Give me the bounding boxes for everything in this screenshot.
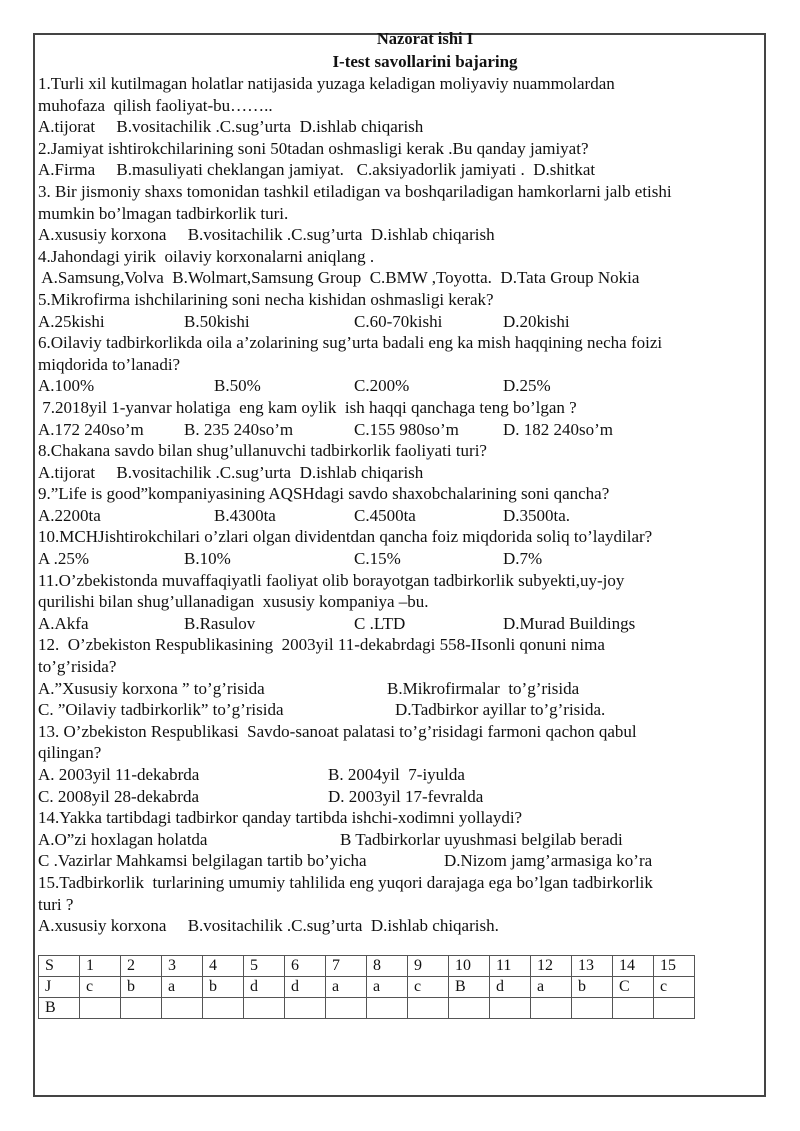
answer-option: D.Murad Buildings (503, 613, 636, 633)
answer-table-cell: c (408, 977, 449, 998)
answer-table-cell: B (449, 977, 490, 998)
answer-table-cell: b (572, 977, 613, 998)
answer-table-cell: 9 (408, 956, 449, 977)
answer-table-cell (244, 998, 285, 1019)
question-text: 4.Jahondagi yirik oilaviy korxonalarni aniqlang . (38, 246, 375, 266)
answer-option: B.Mikrofirmalar to’g’risida (387, 678, 580, 698)
answer-option: D.25% (503, 376, 551, 396)
answer-table-cell: C (613, 977, 654, 998)
question-text: 5.Mikrofirma ishchilarining soni necha kishidan oshmasligi kerak? (38, 289, 494, 309)
document-title: Nazorat ishi I (376, 29, 474, 48)
answer-table-cell (203, 998, 244, 1019)
answer-table-cell: 7 (326, 956, 367, 977)
answer-options (38, 311, 760, 333)
answer-table-cell: c (654, 977, 695, 998)
question-text: turi ? (38, 894, 74, 914)
question-text: qilingan? (38, 743, 102, 763)
question-text: 12. O’zbekiston Respublikasining 2003yil 11-dekabrdagi 558-IIsonli qonuni nima (38, 635, 605, 655)
answer-table-cell: 12 (531, 956, 572, 977)
answer-table-cell: 2 (121, 956, 162, 977)
question-item (38, 332, 760, 397)
answer-options (38, 419, 760, 441)
question-text: 14.Yakka tartibdagi tadbirkor qanday tartibda ishchi-xodimni yollaydi? (38, 808, 523, 828)
question-item (38, 483, 760, 526)
answer-option: D.Tadbirkor ayillar to’g’risida. (395, 700, 606, 720)
answer-options: A.Samsung,Volva B.Wolmart,Samsung Group C.BMW ,Toyotta. D.Tata Group Nokia (38, 268, 640, 288)
answer-option: A .25% (38, 549, 89, 569)
answer-table-cell: a (367, 977, 408, 998)
answer-table-cell (285, 998, 326, 1019)
answer-option: A.100% (38, 376, 95, 396)
answer-table-cell: 11 (490, 956, 531, 977)
answer-table-cell: S (39, 956, 80, 977)
questions-list (38, 73, 760, 937)
answer-option: C.60-70kishi (354, 311, 443, 331)
question-item (38, 397, 760, 440)
question-text: 6.Oilaviy tadbirkorlikda oila a’zolarining sug’urta badali eng ka mish haqqining necha foizi (38, 333, 663, 353)
question-item (38, 138, 760, 181)
answer-table-cell (326, 998, 367, 1019)
answer-table-cell: a (326, 977, 367, 998)
answer-table-cell (121, 998, 162, 1019)
question-text: 8.Chakana savdo bilan shug’ullanuvchi tadbirkorlik faoliyati turi? (38, 441, 487, 461)
answer-table-cell: J (39, 977, 80, 998)
answer-options: A.tijorat B.vositachilik .C.sug’urta D.ishlab chiqarish (38, 117, 424, 137)
answer-option: C. ”Oilaviy tadbirkorlik” to’g’risida (38, 700, 284, 720)
question-item (38, 721, 760, 807)
answer-options (38, 678, 760, 700)
answer-table-cell: b (203, 977, 244, 998)
answer-table-cell: 13 (572, 956, 613, 977)
answer-options (38, 375, 760, 397)
answer-table-cell (408, 998, 449, 1019)
answer-table (38, 955, 695, 1019)
answer-table-cell: 5 (244, 956, 285, 977)
answer-table-cell: d (490, 977, 531, 998)
question-text: qurilishi bilan shug’ullanadigan xususiy kompaniya –bu. (38, 592, 429, 612)
answer-option: B.Rasulov (184, 613, 256, 633)
answer-options (38, 764, 760, 786)
question-text: to’g’risida? (38, 657, 117, 677)
answer-option: D.7% (503, 549, 543, 569)
question-item (38, 289, 760, 332)
answer-table-cell: B (39, 998, 80, 1019)
answer-table-cell: a (531, 977, 572, 998)
question-text: 7.2018yil 1-yanvar holatiga eng kam oylik ish haqqi qanchaga teng bo’lgan ? (38, 397, 577, 417)
answer-table-row (39, 977, 695, 998)
answer-option: C .Vazirlar Mahkamsi belgilagan tartib bo’yicha (38, 851, 367, 871)
question-text: 2.Jamiyat ishtirokchilarining soni 50tadan oshmasligi kerak .Bu qanday jamiyat? (38, 138, 589, 158)
answer-option: B. 235 240so’m (184, 419, 294, 439)
answer-options (38, 613, 760, 635)
answer-options (38, 548, 760, 570)
answer-table-cell: 14 (613, 956, 654, 977)
question-item (38, 634, 760, 720)
answer-option: D. 182 240so’m (503, 419, 614, 439)
answer-option: B.4300ta (214, 505, 276, 525)
answer-table-cell: a (162, 977, 203, 998)
answer-table-row (39, 998, 695, 1019)
answer-option: B.10% (184, 549, 231, 569)
answer-option: C.155 980so’m (354, 419, 459, 439)
answer-table-cell: 4 (203, 956, 244, 977)
question-item (38, 246, 760, 289)
question-item (38, 570, 760, 635)
answer-option: B. 2004yil 7-iyulda (328, 765, 465, 784)
answer-table-cell (531, 998, 572, 1019)
answer-table-row (39, 956, 695, 977)
answer-option: D.20kishi (503, 311, 570, 331)
document-subtitle: I-test savollarini bajaring (332, 52, 518, 71)
answer-option: A.”Xususiy korxona ” to’g’risida (38, 678, 265, 698)
question-item (38, 181, 760, 246)
answer-option: A.O”zi hoxlagan holatda (38, 829, 208, 849)
answer-option: A.172 240so’m (38, 419, 144, 439)
question-text: 10.MCHJishtirokchilari o’zlari olgan dividentdan qancha foiz miqdorida soliq to’laydilar? (38, 527, 653, 547)
answer-option: D.Nizom jamg’armasiga ko’ra (444, 851, 653, 871)
question-item (38, 526, 760, 569)
question-text: muhofaza qilish faoliyat-bu…….. (38, 95, 273, 115)
answer-option: A. 2003yil 11-dekabrda (38, 765, 200, 784)
question-text: 13. O’zbekiston Respublikasi Savdo-sanoat palatasi to’g’risidagi farmoni qachon qabul (38, 721, 637, 741)
answer-option: C.200% (354, 376, 410, 396)
question-text: 3. Bir jismoniy shaxs tomonidan tashkil etiladigan va boshqariladigan hamkorlarni jalb etishi (38, 181, 672, 201)
answer-table-cell: 8 (367, 956, 408, 977)
answer-option: D. 2003yil 17-fevralda (328, 786, 484, 806)
answer-option: C .LTD (354, 613, 406, 633)
answer-table-cell: 3 (162, 956, 203, 977)
answer-options: A.xususiy korxona B.vositachilik .C.sug’urta D.ishlab chiqarish. (38, 916, 499, 936)
question-text: 11.O’zbekistonda muvaffaqiyatli faoliyat olib borayotgan tadbirkorlik subyekti,uy-joy (38, 570, 625, 590)
answer-options: A.Firma B.masuliyati cheklangan jamiyat. C.aksiyadorlik jamiyati . D.shitkat (38, 160, 596, 180)
answer-option: B Tadbirkorlar uyushmasi belgilab beradi (340, 829, 623, 849)
answer-table-cell (367, 998, 408, 1019)
answer-options: A.tijorat B.vositachilik .C.sug’urta D.ishlab chiqarish (38, 462, 424, 482)
question-item (38, 440, 760, 483)
answer-table-cell: 10 (449, 956, 490, 977)
answer-options: A.xususiy korxona B.vositachilik .C.sug’urta D.ishlab chiqarish (38, 225, 495, 245)
answer-option: D.3500ta. (503, 505, 571, 525)
answer-options (38, 505, 760, 527)
answer-table-cell: b (121, 977, 162, 998)
answer-option: B.50kishi (184, 311, 250, 331)
answer-options (38, 829, 760, 851)
answer-option: B.50% (214, 376, 261, 396)
answer-options (38, 699, 760, 721)
answer-options (38, 786, 760, 808)
answer-option: A.2200ta (38, 505, 101, 525)
answer-table-cell (613, 998, 654, 1019)
answer-table-cell (449, 998, 490, 1019)
answer-table-cell (490, 998, 531, 1019)
answer-option: C.4500ta (354, 505, 416, 525)
question-text: 15.Tadbirkorlik turlarining umumiy tahlilida eng yuqori darajaga ega bo’lgan tadbirkorlik (38, 872, 653, 892)
answer-option: C. 2008yil 28-dekabrda (38, 786, 199, 806)
question-text: miqdorida to’lanadi? (38, 354, 181, 374)
answer-table-cell (572, 998, 613, 1019)
answer-table-cell: d (244, 977, 285, 998)
question-item (38, 807, 760, 872)
answer-option: C.15% (354, 549, 401, 569)
answer-table-cell (80, 998, 121, 1019)
answer-options (38, 850, 760, 872)
answer-option: A.Akfa (38, 613, 89, 633)
question-text: 1.Turli xil kutilmagan holatlar natijasida yuzaga keladigan moliyaviy nuammolardan (38, 74, 615, 93)
answer-table-cell: c (80, 977, 121, 998)
answer-table-cell: 1 (80, 956, 121, 977)
answer-table-cell: 6 (285, 956, 326, 977)
question-item (38, 872, 760, 937)
answer-table-cell (654, 998, 695, 1019)
answer-table-cell: d (285, 977, 326, 998)
answer-option: A.25kishi (38, 311, 105, 331)
question-text: mumkin bo’lmagan tadbirkorlik turi. (38, 203, 289, 223)
question-text: 9.”Life is good”kompaniyasining AQSHdagi savdo shaxobchalarining soni qancha? (38, 484, 610, 504)
answer-table-cell (162, 998, 203, 1019)
answer-table-cell: 15 (654, 956, 695, 977)
question-item (38, 73, 760, 138)
